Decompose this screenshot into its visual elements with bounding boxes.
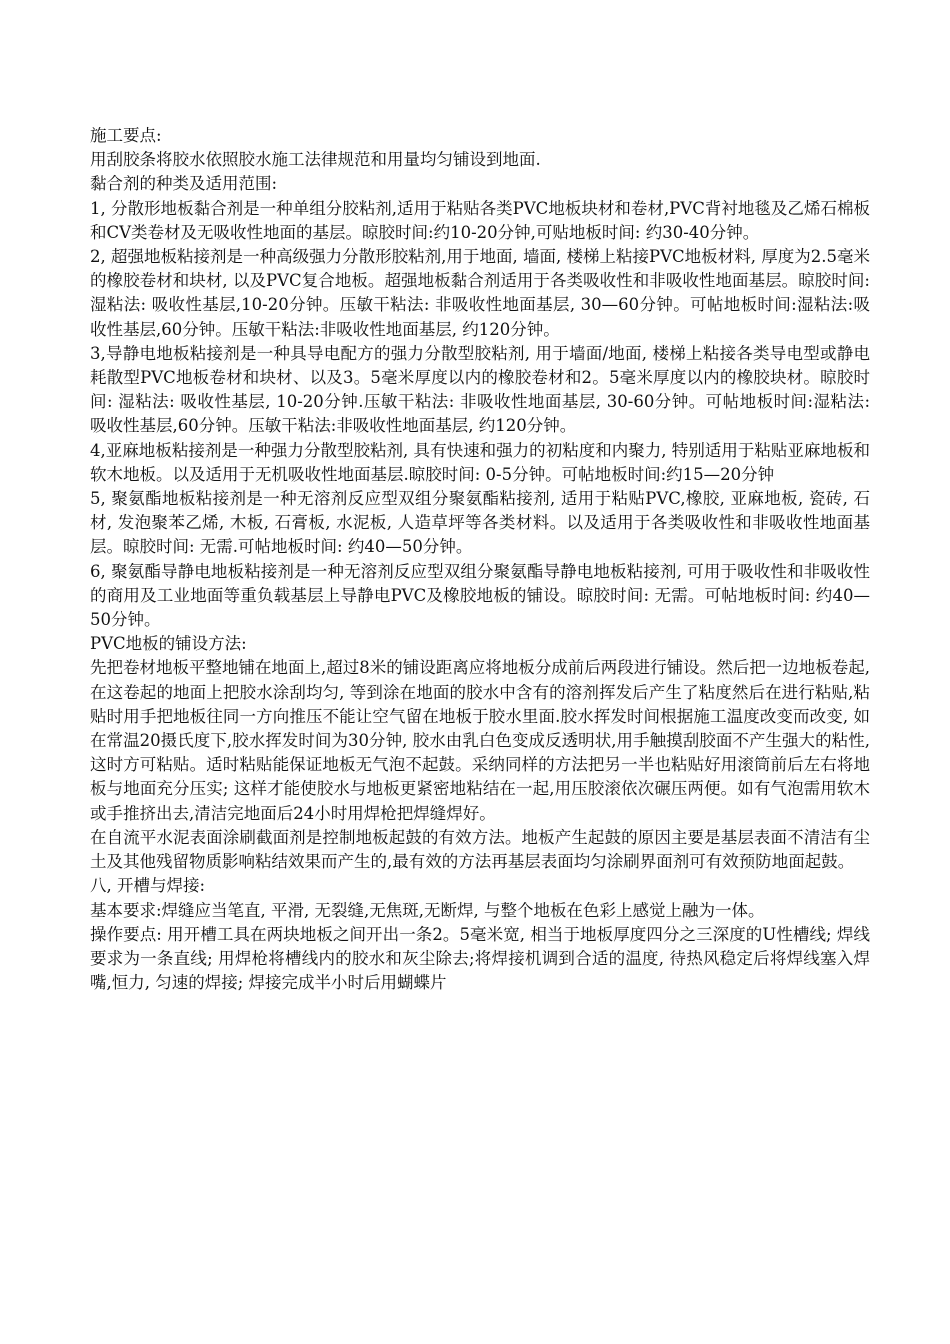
paragraph-interface-agent: 在自流平水泥表面涂刷截面剂是控制地板起鼓的有效方法。地板产生起鼓的原因主要是基层表面不清洁有尘土及其他残留物质影响粘结效果而产生的,最有效的方法再基层表面均匀涂刷界面剂可有效预防地面起鼓。	[90, 827, 870, 872]
paragraph-operation-points: 操作要点: 用开槽工具在两块地板之间开出一条2。5毫米宽, 相当于地板厚度四分之三深度的U性槽线; 焊线要求为一条直线; 用焊枪将槽线内的胶水和灰尘除去;将焊接机调到合适的温度, 待热风稳定后将焊线塞入焊嘴,恒力, 匀速的焊接; 焊接完成半小时后用蝴蝶片	[90, 924, 870, 993]
paragraph-adhesive-6: 6, 聚氨酯导静电地板粘接剂是一种无溶剂反应型双组分聚氨酯导静电地板粘接剂, 可用于吸收性和非吸收性的商用及工业地面等重负载基层上导静电PVC及橡胶地板的铺设。晾胶时间: 无需。可帖地板时间: 约40—50分钟。	[90, 561, 870, 630]
paragraph-pvc-laying-method: 先把卷材地板平整地铺在地面上,超过8米的铺设距离应将地板分成前后两段进行铺设。然后把一边地板卷起, 在这卷起的地面上把胶水涂刮均匀, 等到涂在地面的胶水中含有的溶剂挥发后产生了粘度然后在进行粘贴,粘贴时用手把地板往同一方向推压不能让空气留在地板于胶水里面.胶水挥发时间根据施工温度改变而改变, 如在常温20摄氏度下,胶水挥发时间为30分钟, 胶水由乳白色变成反透明状,用手触摸刮胶面不产生强大的粘性, 这时方可粘贴。适时粘贴能保证地板无气泡不起鼓。采纳同样的方法把另一半也粘贴好用滚筒前后左右将地板与地面充分压实; 这样才能使胶水与地板更紧密地粘结在一起,用压胶滚依次碾压两便。如有气泡需用软木或手推挤出去,清洁完地面后24小时用焊枪把焊缝焊好。	[90, 658, 870, 823]
paragraph-adhesive-1: 1, 分散形地板黏合剂是一种单组分胶粘剂,适用于粘贴各类PVC地板块材和卷材,PVC背衬地毯及乙烯石棉板和CV类卷材及无吸收性地面的基层。晾胶时间:约10-20分钟,可贴地板时间: 约30-40分钟。	[90, 198, 870, 242]
paragraph-adhesive-2: 2, 超强地板粘接剂是一种高级强力分散形胶粘剂,用于地面, 墙面, 楼梯上粘接PVC地板材料, 厚度为2.5毫米的橡胶卷材和块材, 以及PVC复合地板。超强地板黏合剂适用于各类吸收性和非吸收性地面基层。晾胶时间: 湿粘法: 吸收性基层,10-20分钟。压敏干粘法: 非吸收性地面基层, 30—60分钟。可帖地板时间:湿粘法:吸收性基层,60分钟。压敏干粘法:非吸收性地面基层, 约120分钟。	[90, 247, 870, 339]
paragraph-glue-spreading: 用刮胶条将胶水依照胶水施工法律规范和用量均匀铺设到地面.	[90, 150, 541, 170]
paragraph-adhesive-5: 5, 聚氨酯地板粘接剂是一种无溶剂反应型双组分聚氨酯粘接剂, 适用于粘贴PVC,橡胶, 亚麻地板, 瓷砖, 石材, 发泡聚苯乙烯, 木板, 石膏板, 水泥板, 人造草坪等各类材料。以及适用于各类吸收性和非吸收性地面基层。晾胶时间: 无需.可帖地板时间: 约40—50分钟。	[90, 489, 870, 557]
section-heading-adhesive-types: 黏合剂的种类及适用范围:	[90, 174, 278, 194]
document-page	[90, 124, 870, 995]
paragraph-adhesive-3: 3,导静电地板粘接剂是一种具导电配方的强力分散型胶粘剂, 用于墙面/地面, 楼梯上粘接各类导电型或静电耗散型PVC地板卷材和块材、以及3。5毫米厚度以内的橡胶卷材和2。5毫米厚度以内的橡胶块材。晾胶时间: 湿粘法: 吸收性基层, 10-20分钟.压敏干粘法: 非吸收性地面基层, 30-60分钟。可帖地板时间:湿粘法: 吸收性基层,60分钟。压敏干粘法:非吸收性地面基层, 约120分钟。	[90, 343, 870, 436]
section-heading-construction-points: 施工要点:	[90, 126, 162, 145]
paragraph-adhesive-4: 4,亚麻地板粘接剂是一种强力分散型胶粘剂, 具有快速和强力的初粘度和内聚力, 特别适用于粘贴亚麻地板和软木地板。以及适用于无机吸收性地面基层.晾胶时间: 0-5分钟。可帖地板时间:约15—20分钟	[90, 440, 870, 484]
section-heading-grooving-welding: 八, 开槽与焊接:	[90, 876, 206, 896]
section-heading-pvc-laying: PVC地板的铺设方法:	[90, 634, 247, 654]
paragraph-basic-requirements: 基本要求:焊缝应当笔直, 平滑, 无裂缝,无焦斑,无断焊, 与整个地板在色彩上感觉上融为一体。	[90, 900, 765, 920]
